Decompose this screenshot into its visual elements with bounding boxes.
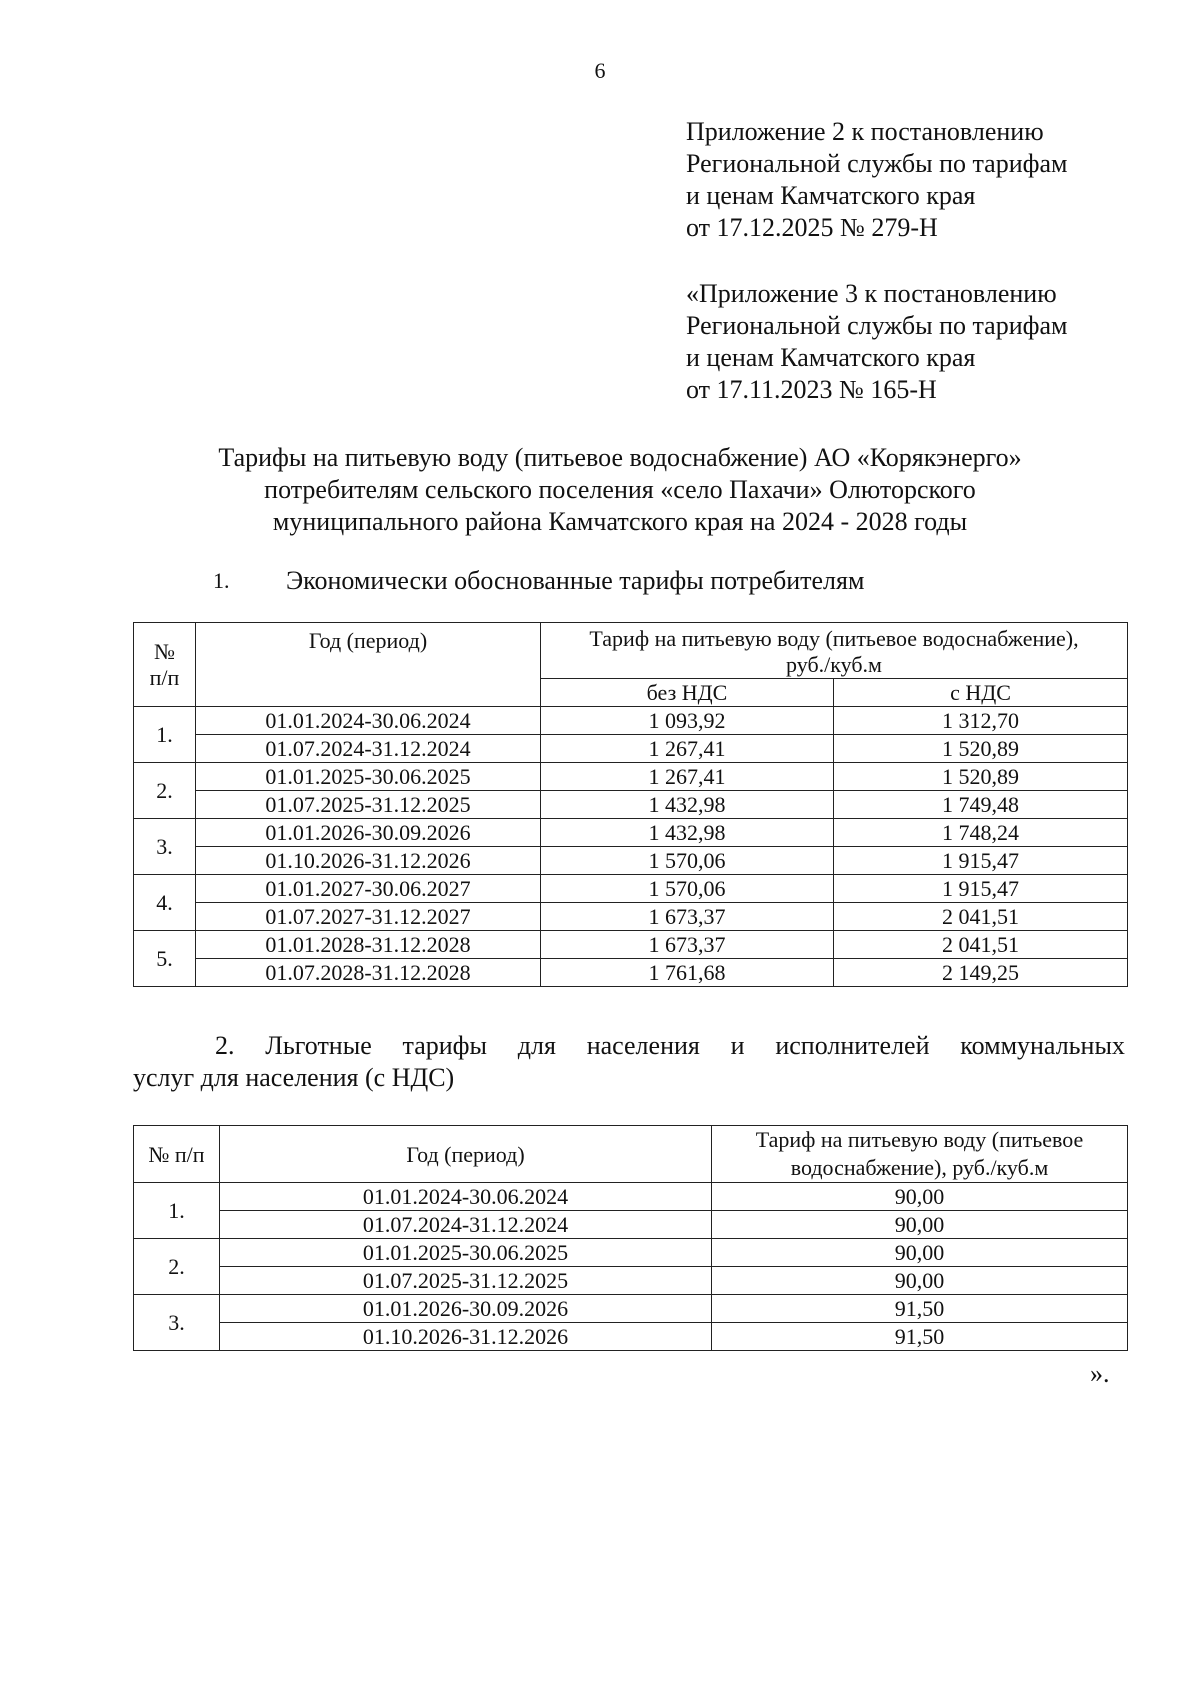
- appendix-line: «Приложение 3 к постановлению: [686, 279, 1057, 308]
- period-cell: 01.10.2026-31.12.2026: [196, 847, 541, 875]
- row-number: 2.: [134, 1239, 220, 1295]
- tariff-with-vat-cell: 1 915,47: [834, 847, 1128, 875]
- table-row: [134, 735, 1128, 763]
- period-cell: 01.07.2024-31.12.2024: [196, 735, 541, 763]
- column-header-tariff: Тариф на питьевую воду (питьевое водоснабжение), руб./куб.м: [712, 1126, 1128, 1183]
- appendix-line: от 17.12.2025 № 279-Н: [686, 213, 938, 242]
- period-cell: 01.07.2025-31.12.2025: [220, 1267, 712, 1295]
- closing-quote: ».: [1090, 1359, 1110, 1388]
- table-row: [134, 1239, 1128, 1267]
- table-row: [134, 1267, 1128, 1295]
- column-header-number: № п/п: [134, 623, 196, 707]
- table-row: [134, 875, 1128, 903]
- column-header-period: Год (период): [220, 1126, 712, 1183]
- tariff-no-vat-cell: 1 570,06: [541, 847, 834, 875]
- row-number: 2.: [134, 763, 196, 819]
- tariff-no-vat-cell: 1 267,41: [541, 763, 834, 791]
- heading-word: для: [517, 1031, 556, 1060]
- tariff-with-vat-cell: 1 748,24: [834, 819, 1128, 847]
- period-cell: 01.07.2024-31.12.2024: [220, 1211, 712, 1239]
- period-cell: 01.10.2026-31.12.2026: [220, 1323, 712, 1351]
- heading-word: и: [730, 1031, 745, 1060]
- period-cell: 01.01.2025-30.06.2025: [220, 1239, 712, 1267]
- tariff-no-vat-cell: 1 570,06: [541, 875, 834, 903]
- tariff-no-vat-cell: 1 432,98: [541, 791, 834, 819]
- appendix-line: и ценам Камчатского края: [686, 181, 976, 210]
- section-number: 1.: [213, 568, 230, 593]
- title-line: Тарифы на питьевую воду (питьевое водоснабжение) АО «Корякэнерго»: [218, 443, 1022, 472]
- appendix-line: Приложение 2 к постановлению: [686, 117, 1044, 146]
- table-row: [134, 707, 1128, 735]
- column-header-period: Год (период): [196, 623, 541, 707]
- column-header-with-vat: с НДС: [834, 679, 1128, 707]
- tariff-with-vat-cell: 2 149,25: [834, 959, 1128, 987]
- tariff-with-vat-cell: 1 915,47: [834, 875, 1128, 903]
- column-header-tariff: Тариф на питьевую воду (питьевое водоснабжение), руб./куб.м: [541, 623, 1128, 679]
- tariff-with-vat-cell: 2 041,51: [834, 931, 1128, 959]
- preferential-tariffs-table: [133, 1125, 1128, 1351]
- tariff-no-vat-cell: 1 093,92: [541, 707, 834, 735]
- tariff-cell: 90,00: [712, 1267, 1128, 1295]
- row-number: 4.: [134, 875, 196, 931]
- table-row: [134, 931, 1128, 959]
- quoted-appendix-block: [686, 278, 1067, 406]
- table-row: [134, 847, 1128, 875]
- tariff-with-vat-cell: 1 520,89: [834, 763, 1128, 791]
- heading-word: коммунальных: [960, 1031, 1125, 1060]
- section-title: Экономически обоснованные тарифы потребителям: [286, 566, 865, 595]
- tariff-no-vat-cell: 1 267,41: [541, 735, 834, 763]
- row-number: 1.: [134, 1183, 220, 1239]
- period-cell: 01.01.2027-30.06.2027: [196, 875, 541, 903]
- tariff-no-vat-cell: 1 432,98: [541, 819, 834, 847]
- appendix-line: от 17.11.2023 № 165-Н: [686, 375, 937, 404]
- table-row: [134, 959, 1128, 987]
- tariff-with-vat-cell: 2 041,51: [834, 903, 1128, 931]
- period-cell: 01.01.2024-30.06.2024: [196, 707, 541, 735]
- tariff-cell: 90,00: [712, 1239, 1128, 1267]
- heading-word: Льготные: [265, 1031, 372, 1060]
- period-cell: 01.07.2028-31.12.2028: [196, 959, 541, 987]
- economic-tariffs-table: [133, 622, 1128, 987]
- period-cell: 01.07.2027-31.12.2027: [196, 903, 541, 931]
- heading-word: исполнителей: [775, 1031, 930, 1060]
- period-cell: 01.01.2024-30.06.2024: [220, 1183, 712, 1211]
- table-row: [134, 1183, 1128, 1211]
- appendix-line: и ценам Камчатского края: [686, 343, 976, 372]
- row-number: 3.: [134, 1295, 220, 1351]
- section-2-heading: [133, 1030, 1125, 1094]
- tariff-cell: 91,50: [712, 1295, 1128, 1323]
- period-cell: 01.01.2026-30.09.2026: [220, 1295, 712, 1323]
- table-row: [134, 903, 1128, 931]
- heading-word: тарифы: [402, 1031, 487, 1060]
- table-row: [134, 763, 1128, 791]
- tariff-no-vat-cell: 1 673,37: [541, 931, 834, 959]
- period-cell: 01.07.2025-31.12.2025: [196, 791, 541, 819]
- tariff-with-vat-cell: 1 312,70: [834, 707, 1128, 735]
- table-row: [134, 1295, 1128, 1323]
- appendix-line: Региональной службы по тарифам: [686, 149, 1068, 178]
- appendix-block: [686, 116, 1067, 244]
- tariff-no-vat-cell: 1 673,37: [541, 903, 834, 931]
- table-row: [134, 791, 1128, 819]
- period-cell: 01.01.2028-31.12.2028: [196, 931, 541, 959]
- heading-word: населения: [586, 1031, 700, 1060]
- period-cell: 01.01.2026-30.09.2026: [196, 819, 541, 847]
- period-cell: 01.01.2025-30.06.2025: [196, 763, 541, 791]
- tariff-with-vat-cell: 1 520,89: [834, 735, 1128, 763]
- title-line: муниципального района Камчатского края на 2024 - 2028 годы: [272, 507, 968, 536]
- tariff-cell: 90,00: [712, 1183, 1128, 1211]
- document-title: [120, 442, 1120, 538]
- tariff-cell: 91,50: [712, 1323, 1128, 1351]
- appendix-line: Региональной службы по тарифам: [686, 311, 1068, 340]
- column-header-no-vat: без НДС: [541, 679, 834, 707]
- table-row: [134, 819, 1128, 847]
- tariff-with-vat-cell: 1 749,48: [834, 791, 1128, 819]
- title-line: потребителям сельского поселения «село Пахачи» Олюторского: [264, 475, 976, 504]
- row-number: 5.: [134, 931, 196, 987]
- table-row: [134, 1323, 1128, 1351]
- column-header-number: № п/п: [134, 1126, 220, 1183]
- tariff-no-vat-cell: 1 761,68: [541, 959, 834, 987]
- section-number: 2.: [215, 1031, 235, 1060]
- row-number: 1.: [134, 707, 196, 763]
- tariff-cell: 90,00: [712, 1211, 1128, 1239]
- page-number: 6: [594, 58, 606, 83]
- section-2-heading-line: услуг для населения (с НДС): [133, 1063, 455, 1092]
- table-row: [134, 1211, 1128, 1239]
- section-2-heading-line: [133, 1030, 1125, 1062]
- row-number: 3.: [134, 819, 196, 875]
